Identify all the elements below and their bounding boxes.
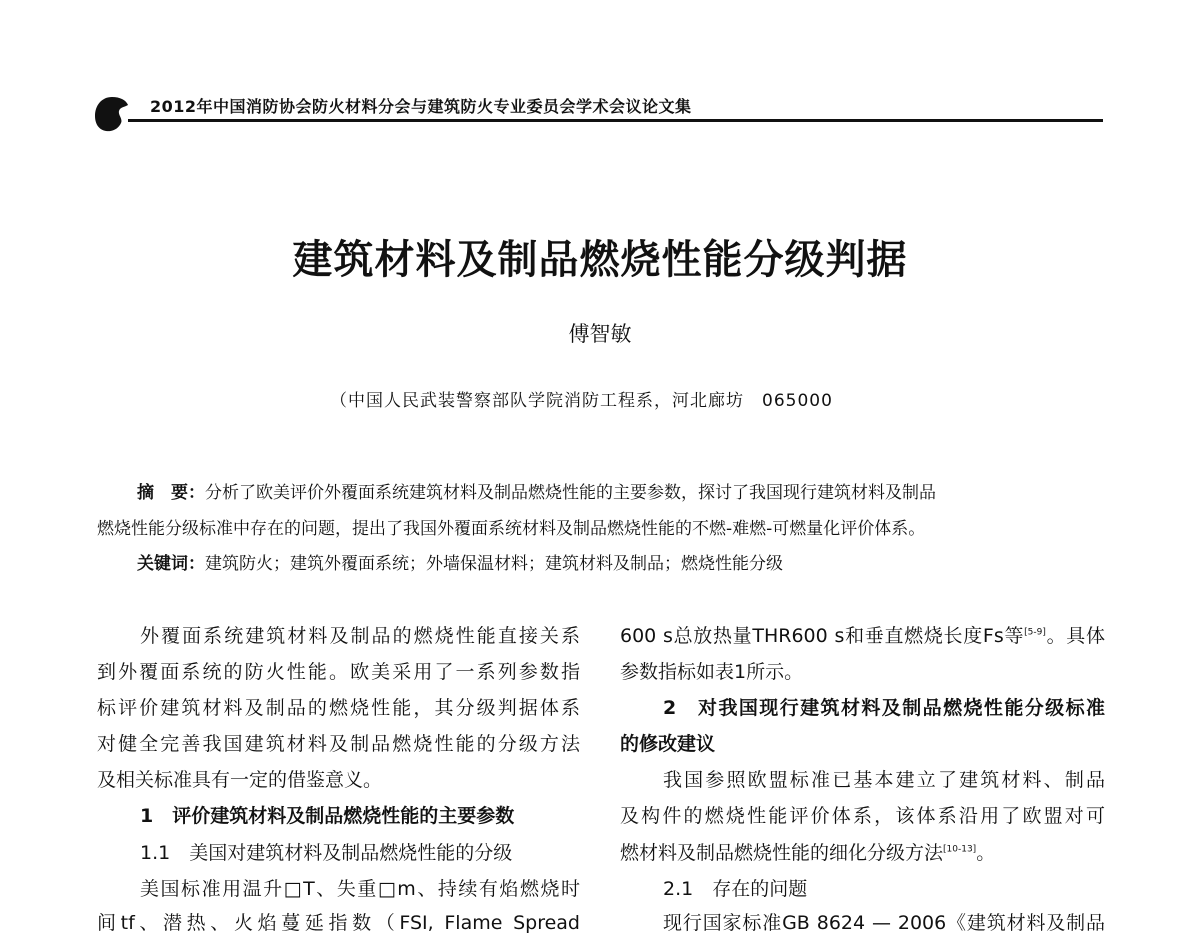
body-text: 。具体	[1045, 625, 1105, 647]
body-text: 。	[976, 842, 996, 864]
section-heading-2-1: 2.1 存在的问题	[663, 878, 808, 900]
paper-author: 傅智敏	[568, 322, 632, 346]
section-heading-2-cont: 的修改建议	[620, 733, 716, 755]
abstract-text: 分析了欧美评价外覆面系统建筑材料及制品燃烧性能的主要参数，探讨了我国现行建筑材料及制品	[205, 483, 936, 503]
body-line: 标评价建筑材料及制品的燃烧性能，其分级判据体系	[97, 697, 580, 719]
body-line: 对健全完善我国建筑材料及制品燃烧性能的分级方法	[97, 733, 580, 755]
body-text: 600 s总放热量THR600 s和垂直燃烧长度Fs等	[620, 625, 1025, 647]
keywords-text: 建筑防火；建筑外覆面系统；外墙保温材料；建筑材料及制品；燃烧性能分级	[205, 554, 783, 574]
body-line: 及构件的燃烧性能评价体系，该体系沿用了欧盟对可	[620, 805, 1105, 827]
body-line: 间tf、潜热、火焰蔓延指数（FSI, Flame Spread	[97, 912, 580, 934]
body-text: 燃材料及制品燃烧性能的细化分级方法	[620, 842, 944, 864]
paper-affiliation: （中国人民武装警察部队学院消防工程系，河北廊坊 065000	[330, 391, 833, 411]
body-line: 及相关标准具有一定的借鉴意义。	[97, 769, 383, 791]
body-line	[620, 621, 1105, 648]
abstract-line: 燃烧性能分级标准中存在的问题，提出了我国外覆面系统材料及制品燃烧性能的不燃-难燃-可燃量化评价体系。	[97, 519, 926, 539]
body-line: 参数指标如表1所示。	[620, 661, 804, 683]
body-line: 现行国家标准GB 8624 — 2006《建筑材料及制品	[663, 912, 1105, 934]
body-line: 到外覆面系统的防火性能。欧美采用了一系列参数指	[97, 661, 580, 683]
keywords-line	[137, 549, 1037, 574]
body-line	[620, 838, 1105, 865]
section-heading-2: 2 对我国现行建筑材料及制品燃烧性能分级标准	[663, 697, 1105, 719]
body-line: 美国标准用温升□T、失重□m、持续有焰燃烧时	[140, 878, 580, 900]
body-line: 外覆面系统建筑材料及制品的燃烧性能直接关系	[140, 625, 580, 647]
citation: [10-13]	[943, 844, 977, 855]
section-heading-1-1: 1.1 美国对建筑材料及制品燃烧性能的分级	[140, 842, 513, 864]
citation: [5-9]	[1024, 627, 1046, 638]
proceedings-title: 2012年中国消防协会防火材料分会与建筑防火专业委员会学术会议论文集	[150, 97, 692, 116]
section-heading-1: 1 评价建筑材料及制品燃烧性能的主要参数	[140, 805, 515, 827]
paper-title: 建筑材料及制品燃烧性能分级判据	[292, 237, 908, 283]
keywords-label: 关键词：	[137, 554, 205, 574]
header-rule	[128, 119, 1103, 122]
body-line: 我国参照欧盟标准已基本建立了建筑材料、制品	[663, 769, 1105, 791]
abstract-line	[137, 478, 1105, 503]
abstract-label: 摘 要：	[137, 483, 205, 503]
society-logo-icon	[92, 95, 132, 135]
